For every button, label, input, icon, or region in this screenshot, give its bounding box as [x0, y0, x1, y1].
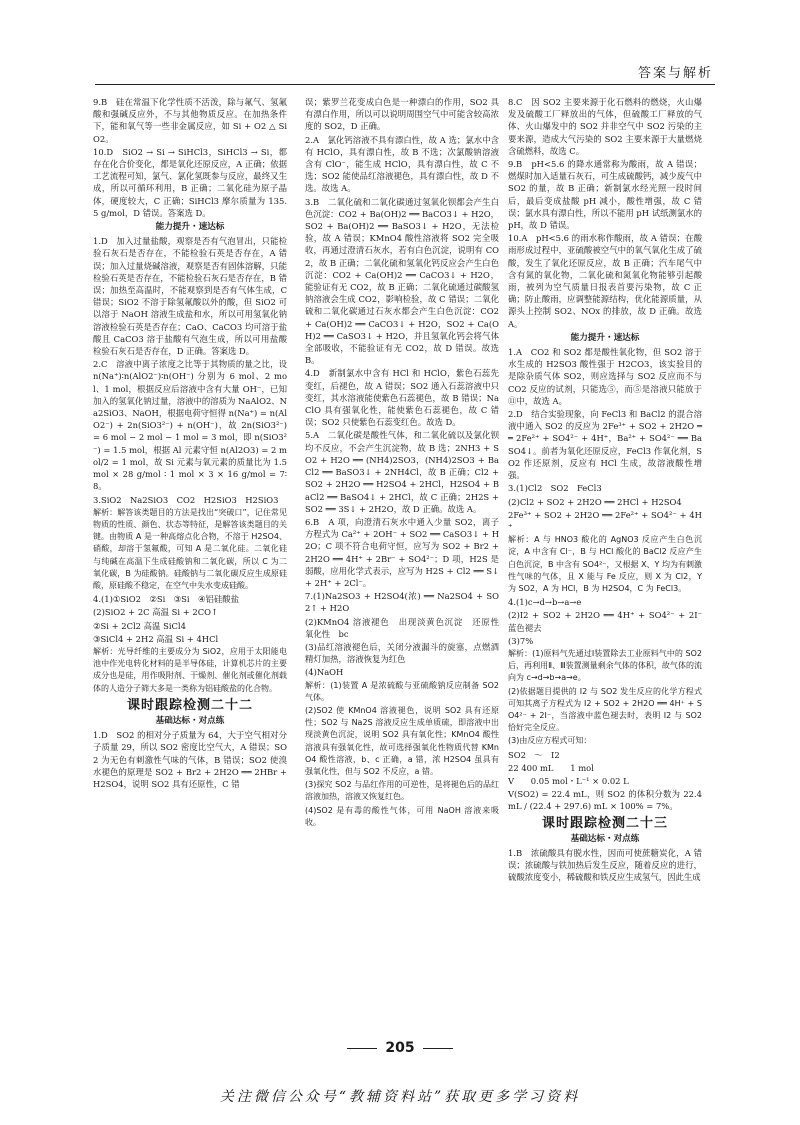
analysis-paragraph: (2)SO2 使 KMnO4 溶液褪色，说明 SO2 具有还原性；SO2 与 Na2S 溶液反应生成单质硫，即溶液中出现淡黄色沉淀，说明 SO2 具有氧化性；KMnO4 酸性溶液具有强氧化性，故可选择强氧化性物质代替 KMnO4 酸性溶液，b、c 正确，a 错，浓 H2SO4 虽具有强氧化性，但与 SO2 不反应，a 错。: [305, 705, 499, 776]
analysis-paragraph: (2)依据题目提供的 I2 与 SO2 发生反应的化学方程式可知其离子方程式为 I2 + SO2 + 2H2O ══ 4H⁺ + SO4²⁻ + 2I⁻，当溶液中蓝色褪去时，表明 I2 与 SO2 恰好完全反应。: [508, 686, 702, 733]
analysis-paragraph: (3)由反应方程式可知：: [508, 736, 592, 746]
page-number-dash-right: [423, 1048, 453, 1049]
answer-paragraph: 9.B 硅在常温下化学性质不活泼，除与氟气、氢氟酸和强碱反应外，不与其他物质反应。在加热条件下，能和氧气等一些非金属反应，如 Si + O2 △ SiO2。: [93, 97, 287, 144]
answer-paragraph: ②Si + 2Cl2 高温 SiCl4: [93, 620, 186, 631]
answer-paragraph: 7.(1)Na2SO3 + H2SO4(浓) ══ Na2SO4 + SO2↑ + H2O: [305, 591, 499, 614]
analysis-paragraph: (3)探究 SO2 与品红作用的可逆性，是将褪色后的品红溶液加热，溶液又恢复红色。: [305, 780, 499, 802]
answer-paragraph: 5.A 二氧化碳是酸性气体，和二氧化硫以及氯化钡均不反应，不会产生沉淀物，故 B 选；2NH3 + SO2 + H2O ══ (NH4)2SO3，(NH4)2SO3 + BaCl2 ══ BaSO3↓ + 2NH4Cl，故 B 正确；Cl2 + SO2 + 2H2O ══ H2SO4 + 2HCl，H2SO4 + BaCl2 ══ BaSO4↓ + 2HCl，故 C 正确；2H2S + SO2 ══ 3S↓ + 2H2O，故 D 正确。故选 A。: [305, 430, 499, 514]
analysis-paragraph: 解析：(1)装置 A 是浓硫酸与亚硫酸钠反应制备 SO2 气体。: [305, 680, 499, 702]
answer-paragraph: V 0.05 mol・L⁻¹ × 0.02 L: [508, 775, 629, 786]
footer-handwritten-note: 关注微信公众号“教辅资料站”获取更多学习资料: [219, 1089, 581, 1105]
section-heading: 课时跟踪检测二十二: [126, 697, 253, 713]
answer-paragraph: 4.D 新制氯水中含有 HCl 和 HClO，紫色石蕊先变红，后褪色，故 A 错误；SO2 通入石蕊溶液中只变红，其水溶液能使紫色石蕊褪色，故 B 错误；NaClO 具有强氧化性，能使紫色石蕊褪色，故 C 错误；SO2 只使紫色石蕊变红色。故选 D。: [305, 368, 499, 428]
column-right: [508, 96, 711, 1056]
answer-paragraph: (4)NaOH: [305, 667, 344, 678]
page-number-dash-left: [347, 1048, 377, 1049]
page-number: 205: [385, 1040, 415, 1056]
analysis-paragraph: 解析：(1)原料气先通过Ⅰ装置除去工业原料气中的 SO2 后，再利用Ⅱ、Ⅲ装置测量剩余气体的体积，故气体的流向为 c→d→b→a→e。: [508, 648, 702, 683]
analysis-paragraph: 解析：A 与 HNO3 酸化的 AgNO3 反应产生白色沉淀，A 中含有 Cl⁻，B 与 HCl 酸化的 BaCl2 反应产生白色沉淀，B 中含有 SO4²⁻，又根据 X、Y 均为有刺激性气味的气体，且 X 能与 Fe 反应，则 X 为 Cl2，Y 为 SO2，A 为 HCl，B 为 H2SO4，C 为 FeCl3。: [508, 535, 702, 593]
answer-paragraph: 1.D SO2 的相对分子质量为 64，大于空气相对分子质量 29，所以 SO2 密度比空气大，A 错误；SO2 为无色有刺激性气味的气体，B 错误；SO2 使溴水褪色的原理是 SO2 + Br2 + 2H2O ══ 2HBr + H2SO4，说明 SO2 具有还原性，C 错: [93, 730, 287, 789]
section-subheading: 能力提升・速达标: [570, 332, 640, 343]
page-header: [95, 62, 715, 85]
answer-paragraph: 22 400 mL 1 mol: [508, 762, 594, 773]
answer-paragraph: 误；紫罗兰花变成白色是一种漂白的作用，SO2 具有漂白作用，所以可以说明周围空气中可能含较高浓度的 SO2，D 正确。: [305, 97, 499, 132]
answer-paragraph: 1.D 加入过量盐酸，观察是否有气泡冒出，只能检验石灰石是否存在，不能检验石英是否存在，A 错误；加入过量烧碱溶液，观察是否有固体溶解，只能检验石英是否存在，不能检验石灰石是否存在，B 错误；加热至高温时，不能观察到是否有气体生成，C 错误；SiO2 不溶于除氢氟酸以外的酸，但 SiO2 可以溶于 NaOH 溶液生成盐和水，所以可用氢氧化钠溶液检验石英是否存在；CaO、CaCO3 均可溶于盐酸且 CaCO3 溶于盐酸有气泡生成，所以可用盐酸检验石灰石是否存在，D 正确。答案选 D。: [93, 236, 287, 357]
answer-paragraph: 1.A CO2 和 SO2 都是酸性氧化物，但 SO2 溶于水生成的 H2SO3 酸性强于 H2CO3，该实验目的是除杂质气体 SO2，则应选择与 SO2 反应而不与 CO2 反应的试剂，只能选⑤，而⑤是溶液只能放于⑪中，故选 A。: [508, 347, 702, 406]
answer-paragraph: (2)SiO2 + 2C 高温 Si + 2CO↑: [93, 607, 219, 618]
answer-paragraph: 10.A pH<5.6 的雨水称作酸雨，故 A 错误；在酸雨形成过程中，亚硫酸被空气中的氧气氧化生成了硫酸，发生了氧化还原反应，故 B 正确；汽车尾气中含有氮的氧化物，二氧化硫和氮氧化物能够引起酸雨，被列为空气质量日报表首要污染物，故 C 正确；防止酸雨，应调整能源结构，优化能源质量，从源头上控制 SO2、NOx 的排放，故 D 正确。故选 A。: [508, 233, 702, 329]
column-middle: [305, 96, 508, 1036]
answer-paragraph: 3.(1)Cl2 SO2 FeCl3: [508, 483, 602, 494]
column-left: [93, 96, 287, 856]
answer-paragraph: (3)7%: [508, 635, 534, 646]
analysis-paragraph: 解析：光导纤维的主要成分为 SiO2，应用于太阳能电池中作光电转化材料的是半导体硅，计算机芯片的主要成分也是硅，用作吸附剂、干燥剂、催化剂或催化剂载体的人造分子筛大多是一类称为铝硅酸盐的化合物。: [93, 646, 287, 693]
analysis-paragraph: 解析：解答该类题目的方法是找出“突破口”，记住常见物质的性质、颜色、状态等特征，是解答该类题目的关键。由物质 A 是一种高熔点化合物，不溶于 H2SO4、硝酸，却溶于氢氟酸，可知 A 是二氧化硅。二氧化硅与纯碱在高温下生成硅酸钠和二氧化碳，所以 C 为二氧化碳，B 为硅酸钠。硅酸钠与二氧化碳反应生成原硅酸，原硅酸不稳定，在空气中失水变成硅酸。: [93, 507, 287, 590]
answer-paragraph: 10.D SiO2 → Si → SiHCl3，SiHCl3 → Si，都存在化合价变化，都是氧化还原反应，A 正确；依据工艺流程可知，氯气、氯化氢既参与反应，最终又生成，所以可循环利用，B 正确；二氧化硅为原子晶体，硬度较大，C 正确；SiHCl3 摩尔质量为 135.5 g/mol，D 错误。答案选 D。: [93, 146, 287, 218]
answer-paragraph: 8.C 因 SO2 主要来源于化石燃料的燃烧，火山爆发及硫酸工厂释放出的气体，但硫酸工厂释放的气体、火山爆发中的 SO2 并非空气中 SO2 污染的主要来源，造成大气污染的 SO2 主要来源于大量燃烧含硫燃料，故选 C。: [508, 97, 702, 156]
answer-paragraph: 4.(1)①SiO2 ②Si ③Si ④铝硅酸盐: [93, 594, 239, 605]
answer-paragraph: (2)I2 + SO2 + 2H2O ══ 4H⁺ + SO4²⁻ + 2I⁻ 蓝色褪去: [508, 610, 711, 633]
header-title: 答案与解析: [637, 66, 713, 81]
answer-paragraph: (2)Cl2 + SO2 + 2H2O ══ 2HCl + H2SO4: [508, 496, 682, 507]
answer-paragraph: 3.SiO2 Na2SiO3 CO2 H2SiO3 H2SiO3: [93, 494, 279, 505]
page-number-row: [0, 1040, 800, 1056]
answer-paragraph: ③SiCl4 + 2H2 高温 Si + 4HCl: [93, 633, 219, 644]
section-subheading: 基础达标・对点练: [570, 833, 640, 844]
section-heading: 课时跟踪检测二十三: [541, 815, 668, 831]
answer-paragraph: 2Fe³⁺ + SO2 + 2H2O ══ 2Fe²⁺ + SO4²⁻ + 4H⁺: [508, 509, 702, 532]
answer-paragraph: (2)KMnO4 溶液褪色 出现淡黄色沉淀 还原性 氧化性 bc: [305, 616, 508, 639]
answer-paragraph: V(SO2) = 22.4 mL，则 SO2 的体积分数为 22.4 mL / (22.4 + 297.6) mL × 100% = 7%。: [508, 789, 702, 812]
section-subheading: 基础达标・对点练: [155, 715, 225, 726]
answer-paragraph: 9.B pH<5.6 的降水通常称为酸雨，故 A 错误；燃煤时加入适量石灰石，可生成硫酸钙，减少废气中 SO2 的量，故 B 正确；新制氯水经光照一段时间后，最后变成盐酸 pH 减小，酸性增强，故 C 错误；氯水具有漂白性，所以不能用 pH 试纸测氯水的 pH，故 D 错误。: [508, 159, 702, 231]
analysis-paragraph: (4)SO2 是有毒的酸性气体，可用 NaOH 溶液来吸收。: [305, 805, 499, 827]
answer-paragraph: SO2 ～ I2: [508, 749, 560, 760]
answer-paragraph: 2.D 结合实验现象，向 FeCl3 和 BaCl2 的混合溶液中通入 SO2 的反应为 2Fe³⁺ + SO2 + 2H2O ══ 2Fe²⁺ + SO4²⁻ + 4H⁺，Ba²⁺ + SO4²⁻ ══ BaSO4↓。前者为氧化还原反应，FeCl3 作氧化剂，SO2 作还原剂，反应有 HCl 生成，故溶液酸性增强。: [508, 409, 702, 481]
answer-paragraph: 2.A 氯化钙溶液不具有漂白性，故 A 选；氯水中含有 HClO，具有漂白性，故 B 不选；次氯酸钠溶液含有 ClO⁻，能生成 HClO，具有漂白性，故 C 不选；SO2 能使品红溶液褪色，具有漂白性，故 D 不选。故选 A。: [305, 134, 499, 194]
answer-paragraph: 2.C 溶液中离子浓度之比等于其物质的量之比，设 n(Na⁺)∶n(AlO2⁻)∶n(OH⁻) 分别为 6 mol、2 mol、1 mol，根据反应后溶液中含有大量 OH⁻，已知加入的氢氧化钠过量，溶液中的溶质为 NaAlO2、Na2SiO3、NaOH，根据电荷守恒得 n(Na⁺) = n(AlO2⁻) + 2n(SiO3²⁻) + n(OH⁻)，故 2n(SiO3²⁻) = 6 mol − 2 mol − 1 mol = 3 mol，即 n(SiO3²⁻) = 1.5 mol，根据 Al 元素守恒 n(Al2O3) = 2 mol/2 = 1 mol，故 Si 元素与氧元素的质量比为 1.5 mol × 28 g/mol ∶ 1 mol × 3 × 16 g/mol = 7∶8。: [93, 359, 287, 492]
answer-paragraph: 4.(1)c→d→b→a→e: [508, 597, 582, 608]
answer-paragraph: (3)品红溶液褪色后，关闭分液漏斗的旋塞，点燃酒精灯加热，溶液恢复为红色: [305, 641, 499, 665]
answer-paragraph: 6.B A 项，向澄清石灰水中通入少量 SO2，离子方程式为 Ca²⁺ + 2OH⁻ + SO2 ══ CaSO3↓ + H2O；C 项不符合电荷守恒，应写为 SO2 + Br2 + 2H2O ══ 4H⁺ + 2Br⁻ + SO4²⁻；D 项，H2S 是弱酸，应用化学式表示，应写为 H2S + Cl2 ══ S↓ + 2H⁺ + 2Cl⁻。: [305, 516, 499, 588]
answer-paragraph: 3.B 二氧化硫和二氧化碳通过氢氧化钡都会产生白色沉淀：CO2 + Ba(OH)2 ══ BaCO3↓ + H2O，SO2 + Ba(OH)2 ══ BaSO3↓ + H2O，无法检验，故 A 错误；KMnO4 酸性溶液将 SO2 完全吸收，再通过澄清石灰水，若有白色沉淀，说明有 CO2，故 B 正确；二氧化硫和氢氧化钙反应会产生白色沉淀：CO2 + Ca(OH)2 ══ CaCO3↓ + H2O，能验证有无 CO2，故 B 正确；二氧化硫通过碳酸氢钠溶液会生成 CO2，影响检验，故 C 错误；二氧化硫和二氧化碳通过石灰水都会产生白色沉淀：CO2 + Ca(OH)2 ══ CaCO3↓ + H2O，SO2 + Ca(OH)2 ══ CaSO3↓ + H2O，并且氢氧化钙会将气体全部吸收，不能验证有无 CO2，故 D 错误。故选 B。: [305, 196, 500, 366]
answer-paragraph: 1.B 浓硫酸具有脱水性，因而可使蔗糖炭化，A 错误；浓硫酸与铁加热后发生反应，随着反应的进行，硫酸浓度变小，稀硫酸和铁反应生成氢气，因此生成: [508, 847, 702, 883]
section-subheading: 能力提升・速达标: [155, 222, 225, 233]
